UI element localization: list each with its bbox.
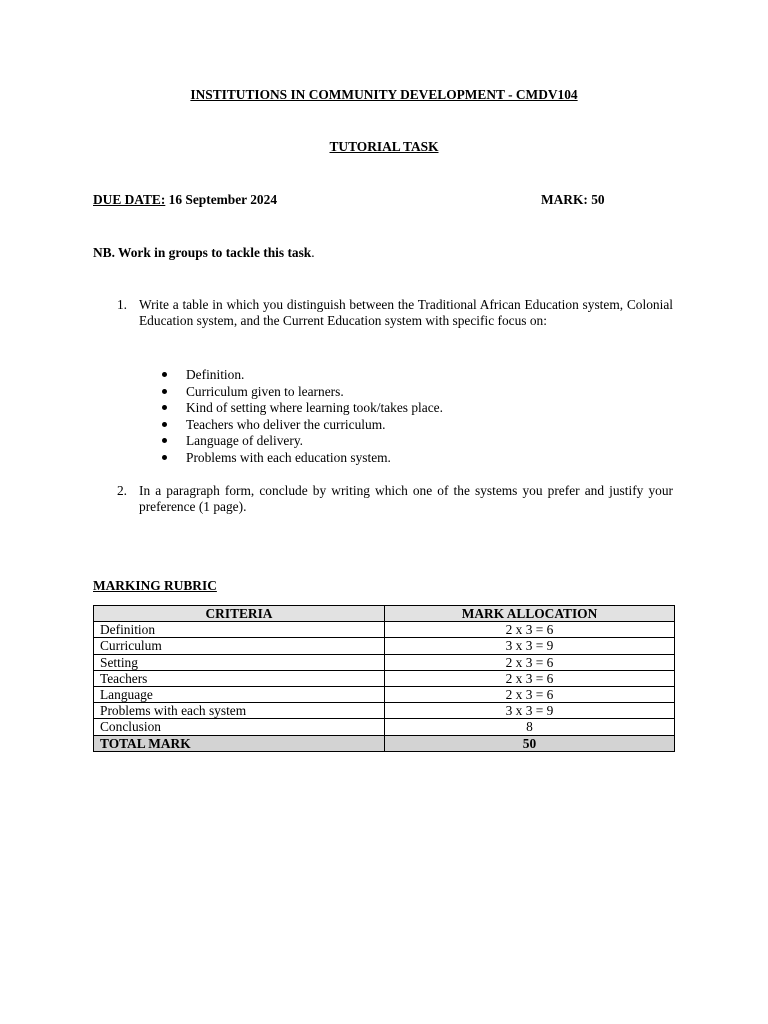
- list-item: [160, 433, 443, 450]
- list-item: [160, 417, 443, 434]
- table-row: [94, 686, 675, 702]
- bullet-text: Kind of setting where learning took/takes place.: [186, 400, 443, 416]
- due-date-value: 16 September 2024: [168, 192, 278, 207]
- table-row: [94, 638, 675, 654]
- criteria-cell: Problems with each system: [94, 703, 385, 719]
- list-item: [160, 384, 443, 401]
- group-note-text: NB. Work in groups to tackle this task: [93, 245, 312, 260]
- question-1-text: Write a table in which you distinguish between the Traditional African Education system, Colonial Education system, and the Current Education system with specific focus on:: [139, 297, 673, 328]
- table-row: [94, 719, 675, 735]
- allocation-cell: 2 x 3 = 6: [385, 622, 675, 638]
- list-item: [160, 400, 443, 417]
- bullet-dot-icon: [162, 405, 167, 410]
- table-row: [94, 622, 675, 638]
- bullet-text: Problems with each education system.: [186, 449, 391, 465]
- allocation-cell: 2 x 3 = 6: [385, 654, 675, 670]
- due-date-label: DUE DATE:: [93, 192, 166, 207]
- bullet-text: Language of delivery.: [186, 433, 303, 449]
- rubric-heading: MARKING RUBRIC: [93, 578, 217, 593]
- list-item: [160, 367, 443, 384]
- bullet-dot-icon: [162, 389, 167, 394]
- allocation-cell: 2 x 3 = 6: [385, 670, 675, 686]
- table-row: [94, 654, 675, 670]
- question-2-number: 2.: [116, 483, 127, 498]
- bullet-dot-icon: [162, 372, 167, 377]
- due-date-line: [93, 192, 277, 208]
- group-note-suffix: .: [311, 245, 315, 260]
- group-note: [93, 245, 315, 261]
- table-row: [94, 670, 675, 686]
- allocation-cell: 2 x 3 = 6: [385, 686, 675, 702]
- list-item: [160, 450, 443, 467]
- bullet-dot-icon: [162, 422, 167, 427]
- total-mark-label: MARK: 50: [541, 192, 605, 207]
- document-title: INSTITUTIONS IN COMMUNITY DEVELOPMENT - CMDV104: [190, 87, 578, 102]
- bullet-dot-icon: [162, 455, 167, 460]
- criteria-cell: Teachers: [94, 670, 385, 686]
- criteria-cell: Setting: [94, 654, 385, 670]
- criteria-cell: Conclusion: [94, 719, 385, 735]
- criteria-cell: Language: [94, 686, 385, 702]
- total-label-cell: TOTAL MARK: [94, 735, 385, 751]
- bullet-text: Curriculum given to learners.: [186, 383, 344, 399]
- bullet-text: Definition.: [186, 367, 245, 382]
- marking-rubric-table: [93, 605, 675, 752]
- criteria-cell: Curriculum: [94, 638, 385, 654]
- allocation-cell: 3 x 3 = 9: [385, 703, 675, 719]
- table-header-row: [94, 606, 675, 622]
- question-1-number: 1.: [116, 297, 127, 312]
- criteria-column-header: CRITERIA: [94, 606, 385, 622]
- criteria-cell: Definition: [94, 622, 385, 638]
- table-row: [94, 703, 675, 719]
- mark-allocation-column-header: MARK ALLOCATION: [385, 606, 675, 622]
- question-2-text: In a paragraph form, conclude by writing which one of the systems you prefer and justify your preference (1 page).: [139, 483, 673, 514]
- bullet-dot-icon: [162, 438, 167, 443]
- bullet-text: Teachers who deliver the curriculum.: [186, 416, 386, 432]
- allocation-cell: 3 x 3 = 9: [385, 638, 675, 654]
- total-value-cell: 50: [385, 735, 675, 751]
- focus-bullet-list: [160, 367, 443, 467]
- total-row: [94, 735, 675, 751]
- document-subtitle: TUTORIAL TASK: [329, 139, 439, 154]
- allocation-cell: 8: [385, 719, 675, 735]
